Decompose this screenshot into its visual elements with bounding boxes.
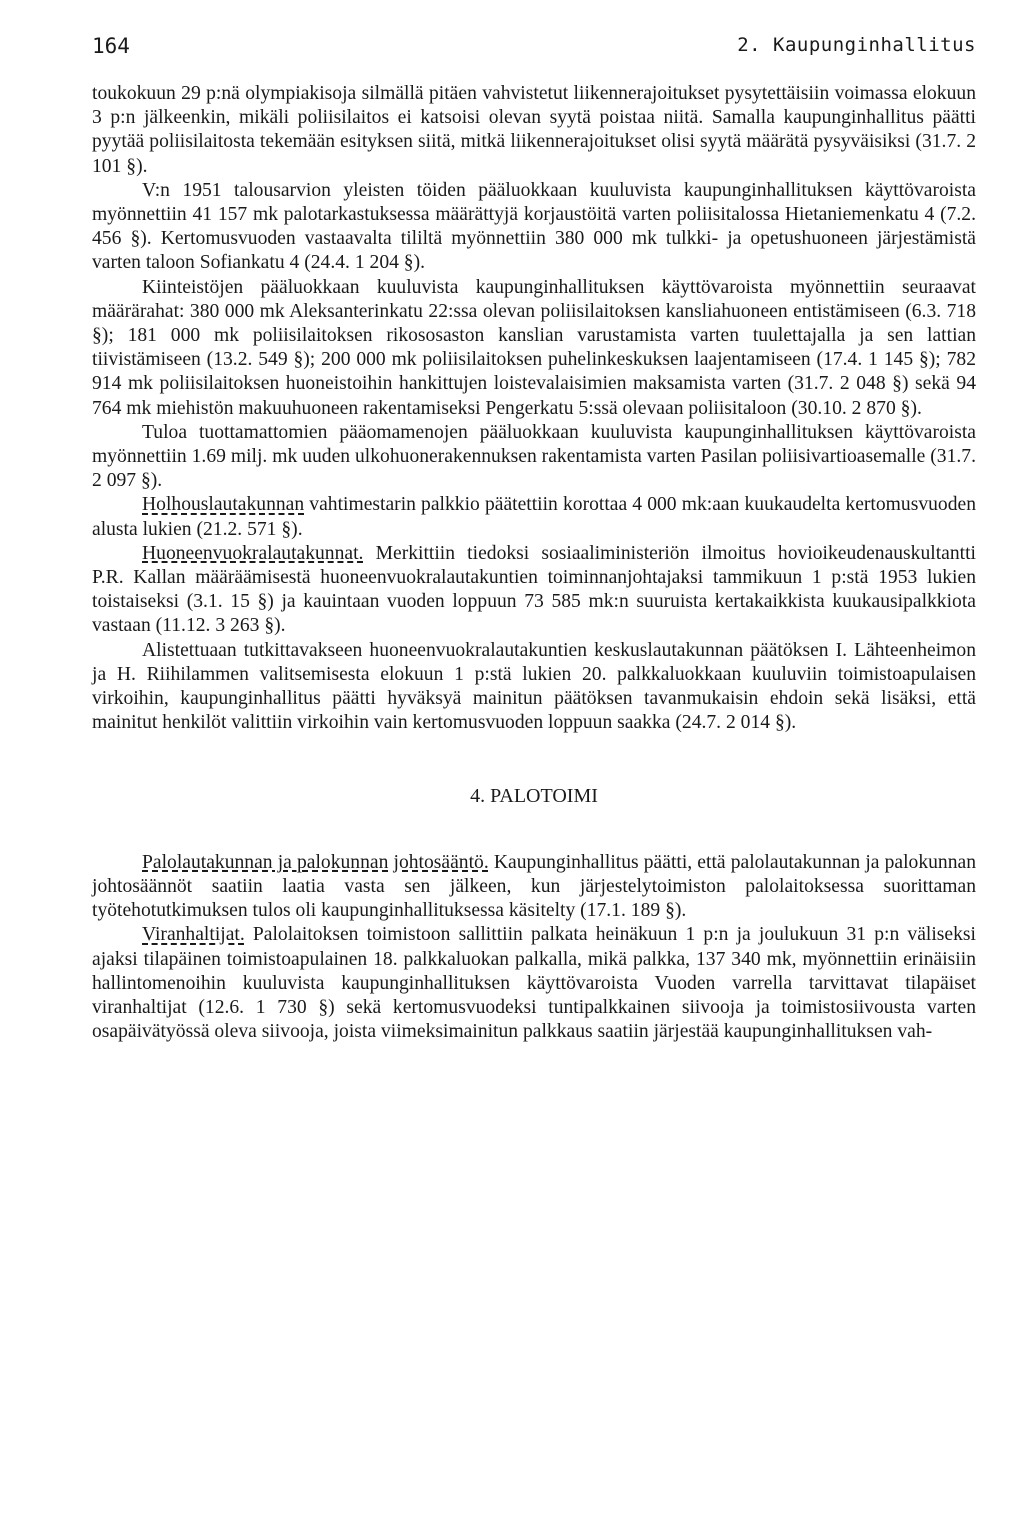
paragraph	[92, 639, 976, 736]
paragraph-lead: Viranhaltijat.	[142, 924, 245, 946]
paragraph-text: Alistettuaan tutkittavakseen huoneenvuokralautakuntien keskuslautakunnan päätöksen I. Lähteenheimon ja H. Riihilammen valitsemisesta elokuun 1 p:stä lukien 20. palkkaluokkaan kuuluviin toimistoapulaisen virkoihin, kaupunginhallitus päätti hyväksyä mainitun päätöksen tavanmukaisin ehdoin sekä lisäksi, että mainitut henkilöt valittiin virkoihin vain kertomusvuoden loppuun saakka (24.7. 2 014 §).	[92, 639, 976, 734]
paragraph	[92, 542, 976, 639]
paragraph-lead: Huoneenvuokralautakunnat.	[142, 542, 364, 564]
section-heading: 4. PALOTOIMI	[470, 785, 598, 808]
paragraph	[92, 923, 976, 1044]
paragraph	[92, 179, 976, 276]
paragraph-text: Merkittiin tiedoksi sosiaaliministeriön ilmoitus hovioikeudenauskultantti P.R. Kallan määräämisestä huoneenvuokralautakuntien toiminnanjohtajaksi tammikuun 1 p:stä 1953 lukien toistaiseksi (3.1. 15 §) ja kauintaan vuoden loppuun 73 585 mk:n suuruista kertakaikkista kuukausipalkkiota vastaan (11.12. 3 263 §).	[92, 542, 976, 637]
paragraph-text: vahtimestarin palkkio päätettiin korottaa 4 000 mk:aan kuukaudelta kertomusvuoden alusta lukien (21.2. 571 §).	[92, 494, 976, 540]
paragraph-continued	[92, 82, 976, 179]
paragraph	[92, 493, 976, 541]
paragraph-text: V:n 1951 talousarvion yleisten töiden pääluokkaan kuuluvista kaupunginhallituksen käyttövaroista myönnettiin 41 157 mk palotarkastuksessa määrättyjä korjaustöitä varten poliisitalossa Hietaniemenkatu 4 (7.2. 456 §). Kertomusvuoden vastaavalta tililtä myönnettiin 380 000 mk tulkki- ja opetushuoneen järjestämistä varten taloon Sofiankatu 4 (24.4. 1 204 §).	[92, 179, 976, 274]
paragraph	[92, 421, 976, 494]
paragraph-text: Tuloa tuottamattomien pääomamenojen pääluokkaan kuuluvista kaupunginhallituksen käyttövaroista myönnettiin 1.69 milj. mk uuden ulkohuonerakennuksen rakentamista varten Pasilan poliisivartioasemalle (31.7. 2 097 §).	[92, 421, 976, 492]
paragraph-text: Kiinteistöjen pääluokkaan kuuluvista kaupunginhallituksen käyttövaroista myönnettiin seuraavat määrärahat: 380 000 mk Aleksanterinkatu 22:ssa olevan poliisilaitoksen kansliahuoneen entistämiseen (6.3. 718 §); 181 000 mk poliisilaitoksen rikososaston kanslian varustamista varten tuulettajalla ja sen lattian tiivistämiseen (13.2. 549 §); 200 000 mk poliisilaitoksen puhelinkeskuksen laajentamiseen (17.4. 1 145 §); 782 914 mk poliisilaitoksen huoneistoihin hankittujen loistevalaisimien maksamista varten (31.7. 2 048 §) sekä 94 764 mk miehistön makuuhuoneen rakentamiseksi Pengerkatu 5:ssä olevaan poliisitaloon (30.10. 2 870 §).	[92, 276, 976, 419]
page-number: 164	[92, 34, 130, 58]
paragraph-text: Kaupunginhallitus päätti, että palolautakunnan ja palokunnan johtosäännöt saatiin laatia vasta sen jälkeen, kun järjestelytoimiston palolaitoksessa suorittaman työtehotutkimuksen tulos oli kaupunginhallituksessa käsitelty (17.1. 189 §).	[92, 851, 976, 922]
paragraph-text: toukokuun 29 p:nä olympiakisoja silmällä pitäen vahvistetut liikennerajoitukset pysytettäisiin voimassa elokuun 3 p:n jälkeenkin, mikäli poliisilaitos ei katsoisi olevan syytä poistaa niitä. Samalla kaupunginhallitus päätti pyytää poliisilaitosta tekemään esityksen siitä, mitkä liikennerajoitukset olisi syytä määrätä pysyväisiksi (31.7. 2 101 §).	[92, 83, 976, 177]
body-text	[92, 82, 976, 1044]
running-title: 2. Kaupunginhallitus	[737, 34, 976, 56]
paragraph-text: Palolaitoksen toimistoon sallittiin palkata heinäkuun 1 p:n ja joulukuun 31 p:n väliseksi ajaksi tilapäinen toimistoapulainen 18. palkkaluokan palkalla, mikä palkka, 137 340 mk, myönnettiin erinäisiin hallintomenoihin kuuluvista kaupunginhallituksen käyttövaroista Vuoden varrella tarvittavat tilapäiset viranhaltijat (12.6. 1 730 §) sekä kertomusvuodeksi tuntipalkkainen siivooja ja toimistosiivousta varten osapäivätyössä oleva siivooja, joista viimeksimainitun palkkaus saatiin järjestää kaupunginhallituksen vah-	[92, 924, 976, 1043]
paragraph	[92, 276, 976, 421]
paragraph-lead: Holhouslautakunnan	[142, 494, 305, 516]
paragraph	[92, 851, 976, 924]
paragraph-lead: Palolautakunnan ja palokunnan johtosääntö.	[142, 851, 489, 873]
page-header	[92, 34, 976, 74]
